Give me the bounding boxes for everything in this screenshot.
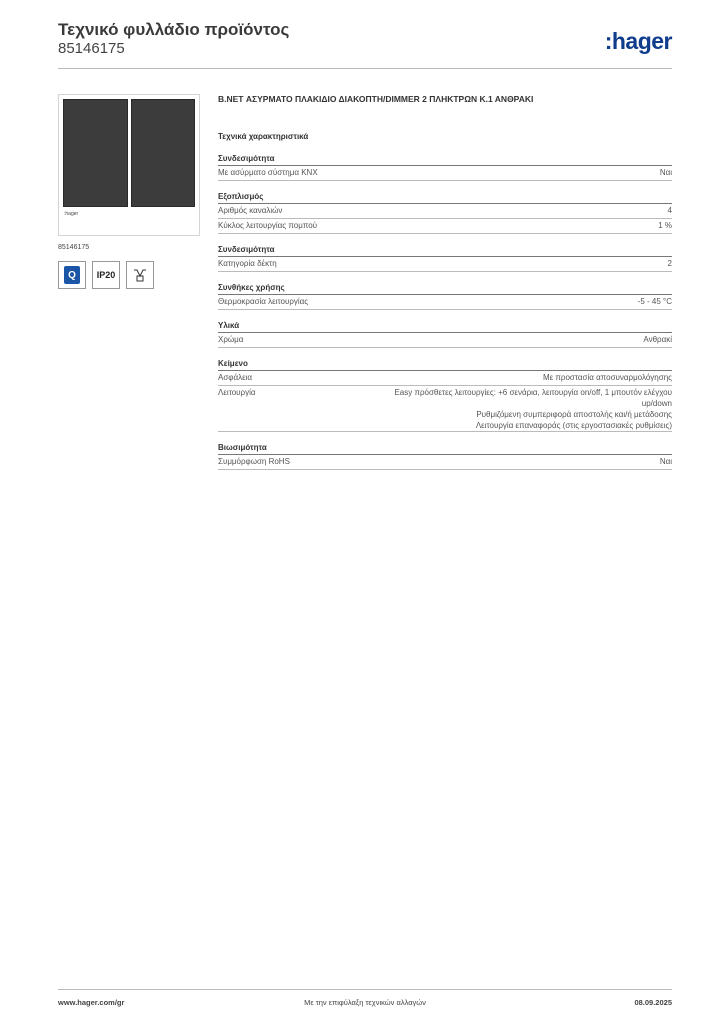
spec-group <box>218 319 672 348</box>
document-title: Τεχνικό φυλλάδιο προϊόντος <box>58 20 290 39</box>
spec-label: Με ασύρματο σύστημα KNX <box>218 168 318 177</box>
spec-row <box>218 257 672 272</box>
quality-icon: Q <box>64 266 80 284</box>
rocker-left <box>63 99 128 207</box>
spec-row <box>218 295 672 310</box>
technical-notice: Με την επιφύλαξη τεχνικών αλλαγών <box>304 998 426 1007</box>
quality-badge <box>58 261 86 289</box>
spec-group-title: Συνδεσιμότητα <box>218 243 672 257</box>
ip-rating-badge: IP20 <box>92 261 120 289</box>
spec-value <box>394 387 672 431</box>
spec-value: Ανθρακί <box>643 335 672 344</box>
spec-row <box>218 204 672 219</box>
spec-value: Με προστασία αποσυναρμολόγησης <box>542 373 672 382</box>
spec-group-title: Εξοπλισμός <box>218 190 672 204</box>
spec-value: Ναι <box>659 457 672 466</box>
plate-brand-mark: :hager <box>64 211 79 217</box>
spec-row <box>218 219 672 234</box>
spec-group-title: Κείμενο <box>218 357 672 371</box>
spec-value-line: Easy πρόσθετες λειτουργίες: +6 σενάρια, λειτουργία on/off, 1 μπουτόν ελέγχου <box>394 388 672 397</box>
image-product-code: 85146175 <box>58 244 90 251</box>
spec-label: Κατηγορία δέκτη <box>218 259 277 268</box>
spec-group <box>218 190 672 234</box>
spec-row <box>218 371 672 386</box>
spec-value-line: Ρυθμιζόμενη συμπεριφορά αποστολής και/ή μετάδοσης <box>476 410 672 419</box>
document-code: 85146175 <box>58 40 125 57</box>
spec-value: Ναι <box>659 168 672 177</box>
header-divider <box>58 68 672 69</box>
spec-label: Θερμοκρασία λειτουργίας <box>218 297 309 306</box>
spec-group <box>218 281 672 310</box>
spec-group <box>218 357 672 432</box>
switch-plate <box>63 99 195 207</box>
spec-group-title: Συνθήκες χρήσης <box>218 281 672 295</box>
spec-value: 4 <box>667 206 672 215</box>
spec-label: Ασφάλεια <box>218 373 253 382</box>
spec-value: 2 <box>667 259 672 268</box>
spec-value: -5 - 45 °C <box>637 297 672 306</box>
footer-divider <box>58 989 672 990</box>
product-image <box>58 94 200 236</box>
page-footer <box>58 998 672 1010</box>
spec-label: Κύκλος λειτουργίας πομπού <box>218 221 318 230</box>
product-name: B.NET ΑΣΥΡΜΑΤΟ ΠΛΑΚΙΔΙΟ ΔΙΑΚΟΠΤΗ/DIMMER 2 ΠΛΗΚΤΡΩΝ Κ.1 ΑΝΘΡΑΚΙ <box>218 94 534 104</box>
document-date: 08.09.2025 <box>634 998 672 1007</box>
spec-row <box>218 386 672 432</box>
spec-group <box>218 152 672 181</box>
website-link[interactable]: www.hager.com/gr <box>58 998 125 1007</box>
spec-row <box>218 455 672 470</box>
spec-group <box>218 243 672 272</box>
hager-logo: :hager <box>604 28 672 54</box>
spec-group <box>218 441 672 470</box>
spec-label: Αριθμός καναλιών <box>218 206 283 215</box>
spec-label: Λειτουργία <box>218 388 256 397</box>
page-header <box>58 20 672 70</box>
rocker-right <box>131 99 196 207</box>
certification-badges <box>58 261 200 289</box>
spec-section-title: Τεχνικά χαρακτηριστικά <box>218 132 309 141</box>
spec-row <box>218 333 672 348</box>
spec-value: 1 % <box>658 221 672 230</box>
spec-group-title: Βιωσιμότητα <box>218 441 672 455</box>
spec-label: Χρώμα <box>218 335 244 344</box>
spec-column <box>218 94 672 470</box>
spec-row <box>218 166 672 181</box>
recycling-badge <box>126 261 154 289</box>
product-image-column <box>58 94 200 289</box>
spec-label: Συμμόρφωση RoHS <box>218 457 290 466</box>
recycling-icon <box>131 266 149 284</box>
spec-value-line: up/down <box>641 399 672 408</box>
spec-group-title: Συνδεσιμότητα <box>218 152 672 166</box>
spec-value-line: Λειτουργία επαναφοράς (στις εργοστασιακές ρυθμίσεις) <box>475 421 672 430</box>
spec-group-title: Υλικά <box>218 319 672 333</box>
